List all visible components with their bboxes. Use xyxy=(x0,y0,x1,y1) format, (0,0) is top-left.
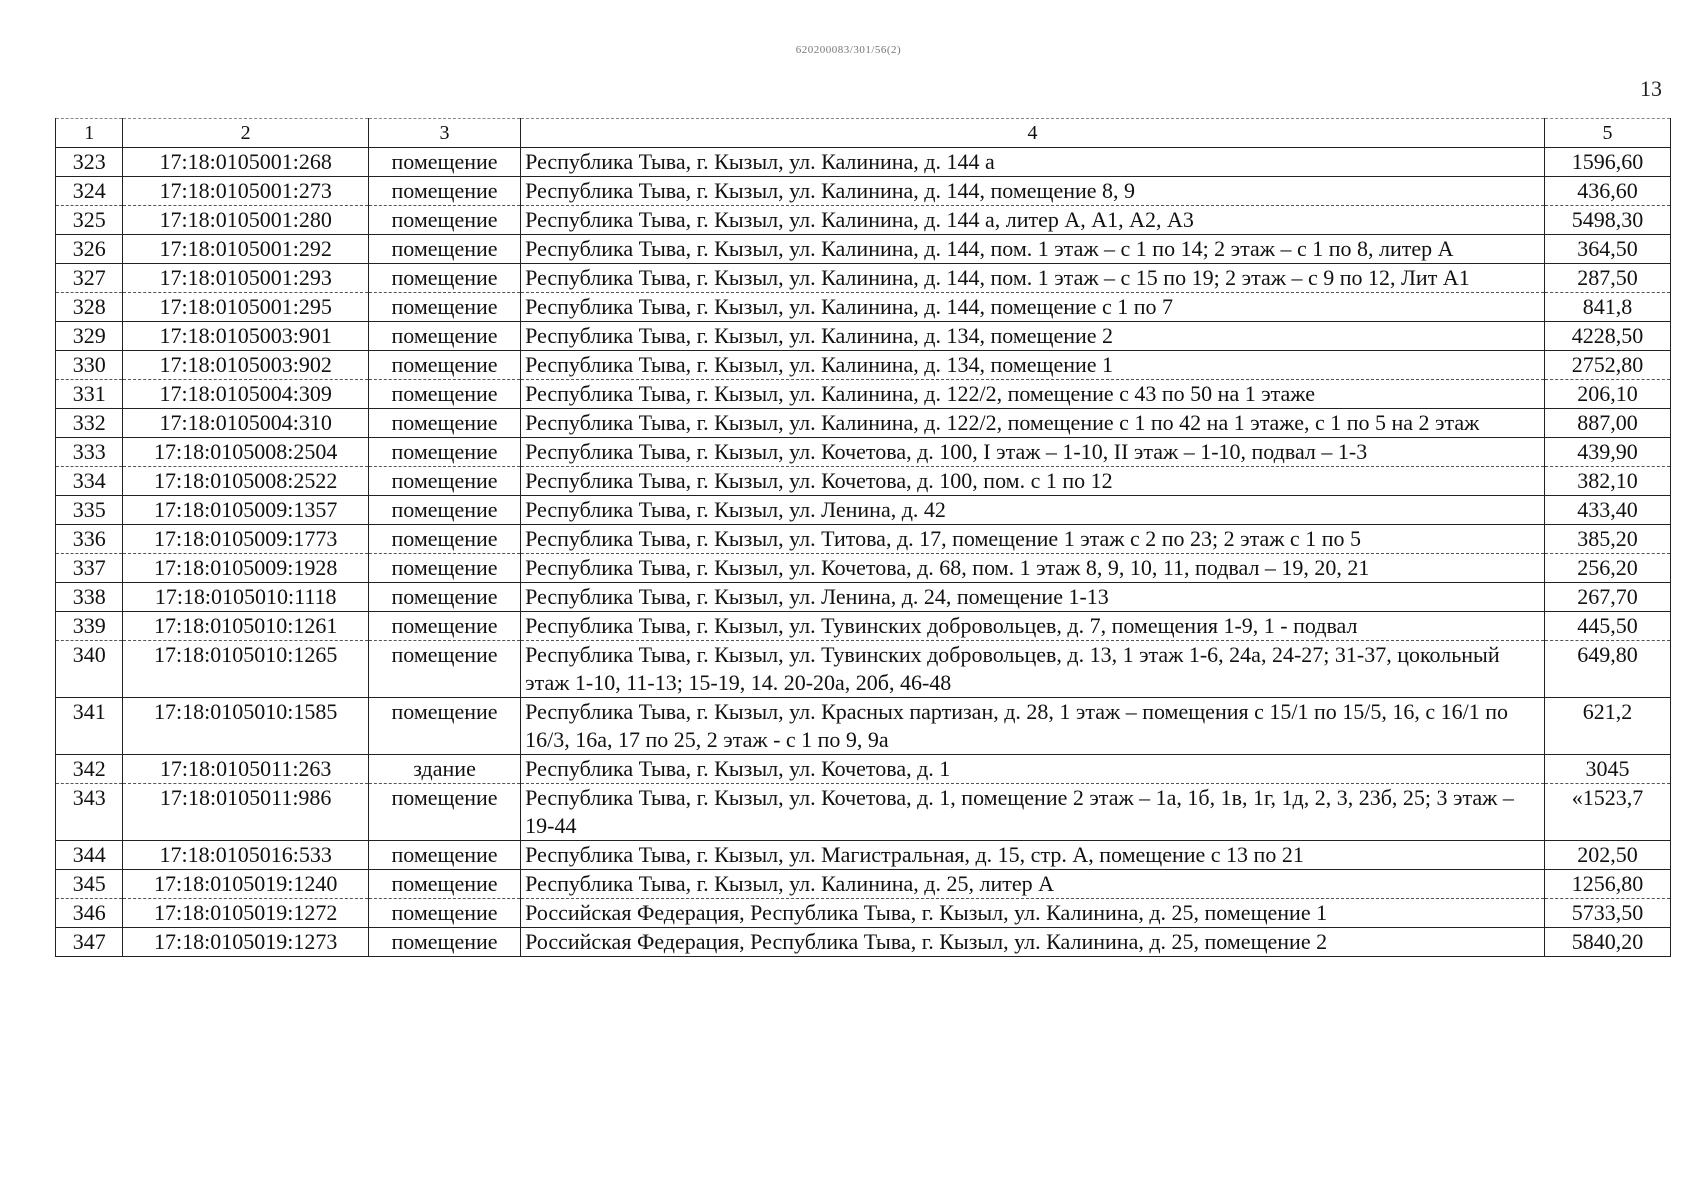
object-type: помещение xyxy=(368,409,520,438)
cadastral-number: 17:18:0105008:2522 xyxy=(123,467,369,496)
cadastral-number: 17:18:0105001:292 xyxy=(123,235,369,264)
object-type: помещение xyxy=(368,698,520,755)
cadastral-number: 17:18:0105004:310 xyxy=(123,409,369,438)
address: Республика Тыва, г. Кызыл, ул. Калинина, д. 144 а xyxy=(521,148,1545,177)
address: Республика Тыва, г. Кызыл, ул. Калинина, д. 144, помещение 8, 9 xyxy=(521,177,1545,206)
cadastral-number: 17:18:0105004:309 xyxy=(123,380,369,409)
row-number: 327 xyxy=(56,264,123,293)
address: Республика Тыва, г. Кызыл, ул. Красных партизан, д. 28, 1 этаж – помещения с 15/1 по 15/5, 16, с 16/1 по 16/3, 16а, 17 по 25, 2 этаж - с 1 по 9, 9а xyxy=(521,698,1545,755)
address: Республика Тыва, г. Кызыл, ул. Кочетова, д. 100, I этаж – 1-10, II этаж – 1-10, подвал – 1-3 xyxy=(521,438,1545,467)
address: Республика Тыва, г. Кызыл, ул. Калинина, д. 144, пом. 1 этаж – с 1 по 14; 2 этаж – с 1 по 8, литер А xyxy=(521,235,1545,264)
table-row xyxy=(56,206,1671,235)
row-number: 338 xyxy=(56,583,123,612)
object-type: здание xyxy=(368,755,520,784)
cadastral-number: 17:18:0105009:1928 xyxy=(123,554,369,583)
row-number: 344 xyxy=(56,841,123,870)
cadastral-number: 17:18:0105008:2504 xyxy=(123,438,369,467)
row-number: 326 xyxy=(56,235,123,264)
object-type: помещение xyxy=(368,206,520,235)
object-type: помещение xyxy=(368,148,520,177)
table-row xyxy=(56,641,1671,698)
object-type: помещение xyxy=(368,928,520,957)
cadastral-number: 17:18:0105019:1272 xyxy=(123,899,369,928)
row-number: 346 xyxy=(56,899,123,928)
address: Республика Тыва, г. Кызыл, ул. Кочетова, д. 1, помещение 2 этаж – 1а, 1б, 1в, 1г, 1д, 2, 3, 23б, 25; 3 этаж – 19-44 xyxy=(521,784,1545,841)
cadastral-number: 17:18:0105016:533 xyxy=(123,841,369,870)
area-value: 1256,80 xyxy=(1544,870,1670,899)
area-value: 364,50 xyxy=(1544,235,1670,264)
row-number: 331 xyxy=(56,380,123,409)
area-value: 621,2 xyxy=(1544,698,1670,755)
object-type: помещение xyxy=(368,380,520,409)
address: Российская Федерация, Республика Тыва, г. Кызыл, ул. Калинина, д. 25, помещение 1 xyxy=(521,899,1545,928)
cadastral-number: 17:18:0105003:902 xyxy=(123,351,369,380)
row-number: 325 xyxy=(56,206,123,235)
area-value: 202,50 xyxy=(1544,841,1670,870)
area-value: 5498,30 xyxy=(1544,206,1670,235)
cadastral-number: 17:18:0105001:280 xyxy=(123,206,369,235)
address: Республика Тыва, г. Кызыл, ул. Калинина, д. 122/2, помещение с 1 по 42 на 1 этаже, с 1 по 5 на 2 этаж xyxy=(521,409,1545,438)
cadastral-number: 17:18:0105003:901 xyxy=(123,322,369,351)
page-number: 13 xyxy=(1640,76,1662,101)
column-header-4: 4 xyxy=(521,119,1545,148)
table-row xyxy=(56,293,1671,322)
table-row xyxy=(56,235,1671,264)
cadastral-number: 17:18:0105011:986 xyxy=(123,784,369,841)
cadastral-number: 17:18:0105001:273 xyxy=(123,177,369,206)
cadastral-number: 17:18:0105010:1265 xyxy=(123,641,369,698)
cadastral-number: 17:18:0105010:1261 xyxy=(123,612,369,641)
area-value: 841,8 xyxy=(1544,293,1670,322)
cadastral-number: 17:18:0105009:1773 xyxy=(123,525,369,554)
row-number: 333 xyxy=(56,438,123,467)
object-type: помещение xyxy=(368,784,520,841)
property-registry-table xyxy=(55,118,1671,957)
table-row xyxy=(56,496,1671,525)
address: Республика Тыва, г. Кызыл, ул. Калинина, д. 144 а, литер А, А1, А2, А3 xyxy=(521,206,1545,235)
table-row xyxy=(56,409,1671,438)
row-number: 343 xyxy=(56,784,123,841)
object-type: помещение xyxy=(368,612,520,641)
address: Республика Тыва, г. Кызыл, ул. Тувинских добровольцев, д. 7, помещения 1-9, 1 - подвал xyxy=(521,612,1545,641)
table-row xyxy=(56,380,1671,409)
row-number: 336 xyxy=(56,525,123,554)
address: Республика Тыва, г. Кызыл, ул. Кочетова, д. 100, пом. с 1 по 12 xyxy=(521,467,1545,496)
address: Республика Тыва, г. Кызыл, ул. Ленина, д. 24, помещение 1-13 xyxy=(521,583,1545,612)
address: Российская Федерация, Республика Тыва, г. Кызыл, ул. Калинина, д. 25, помещение 2 xyxy=(521,928,1545,957)
object-type: помещение xyxy=(368,351,520,380)
address: Республика Тыва, г. Кызыл, ул. Калинина, д. 134, помещение 2 xyxy=(521,322,1545,351)
table-row xyxy=(56,467,1671,496)
area-value: 267,70 xyxy=(1544,583,1670,612)
row-number: 341 xyxy=(56,698,123,755)
address: Республика Тыва, г. Кызыл, ул. Ленина, д. 42 xyxy=(521,496,1545,525)
table-row xyxy=(56,928,1671,957)
table-row xyxy=(56,841,1671,870)
area-value: 5733,50 xyxy=(1544,899,1670,928)
column-number-header xyxy=(56,119,1671,148)
address: Республика Тыва, г. Кызыл, ул. Калинина, д. 122/2, помещение с 43 по 50 на 1 этаже xyxy=(521,380,1545,409)
cadastral-number: 17:18:0105011:263 xyxy=(123,755,369,784)
object-type: помещение xyxy=(368,438,520,467)
object-type: помещение xyxy=(368,899,520,928)
address: Республика Тыва, г. Кызыл, ул. Калинина, д. 144, пом. 1 этаж – с 15 по 19; 2 этаж – с 9 по 12, Лит А1 xyxy=(521,264,1545,293)
area-value: 2752,80 xyxy=(1544,351,1670,380)
cadastral-number: 17:18:0105019:1273 xyxy=(123,928,369,957)
object-type: помещение xyxy=(368,235,520,264)
object-type: помещение xyxy=(368,525,520,554)
area-value: 287,50 xyxy=(1544,264,1670,293)
table-row xyxy=(56,899,1671,928)
address: Республика Тыва, г. Кызыл, ул. Кочетова, д. 68, пом. 1 этаж 8, 9, 10, 11, подвал – 19, 20, 21 xyxy=(521,554,1545,583)
area-value: 3045 xyxy=(1544,755,1670,784)
table-row xyxy=(56,322,1671,351)
area-value: 445,50 xyxy=(1544,612,1670,641)
address: Республика Тыва, г. Кызыл, ул. Калинина, д. 134, помещение 1 xyxy=(521,351,1545,380)
row-number: 335 xyxy=(56,496,123,525)
area-value: 433,40 xyxy=(1544,496,1670,525)
address: Республика Тыва, г. Кызыл, ул. Тувинских добровольцев, д. 13, 1 этаж 1-6, 24а, 24-27; 31-37, цокольный этаж 1-10, 11-13; 15-19, 14. 20-20а, 20б, 46-48 xyxy=(521,641,1545,698)
row-number: 339 xyxy=(56,612,123,641)
area-value: 887,00 xyxy=(1544,409,1670,438)
table-row xyxy=(56,438,1671,467)
column-header-5: 5 xyxy=(1544,119,1670,148)
row-number: 334 xyxy=(56,467,123,496)
object-type: помещение xyxy=(368,641,520,698)
table-row xyxy=(56,698,1671,755)
object-type: помещение xyxy=(368,583,520,612)
document-id: 620200083/301/56(2) xyxy=(795,44,902,56)
row-number: 332 xyxy=(56,409,123,438)
area-value: 382,10 xyxy=(1544,467,1670,496)
address: Республика Тыва, г. Кызыл, ул. Калинина, д. 25, литер А xyxy=(521,870,1545,899)
row-number: 342 xyxy=(56,755,123,784)
area-value: 439,90 xyxy=(1544,438,1670,467)
row-number: 330 xyxy=(56,351,123,380)
object-type: помещение xyxy=(368,467,520,496)
row-number: 337 xyxy=(56,554,123,583)
area-value: 436,60 xyxy=(1544,177,1670,206)
cadastral-number: 17:18:0105001:295 xyxy=(123,293,369,322)
address: Республика Тыва, г. Кызыл, ул. Магистральная, д. 15, стр. А, помещение с 13 по 21 xyxy=(521,841,1545,870)
row-number: 324 xyxy=(56,177,123,206)
object-type: помещение xyxy=(368,496,520,525)
area-value: 4228,50 xyxy=(1544,322,1670,351)
address: Республика Тыва, г. Кызыл, ул. Титова, д. 17, помещение 1 этаж с 2 по 23; 2 этаж с 1 по 5 xyxy=(521,525,1545,554)
row-number: 328 xyxy=(56,293,123,322)
column-header-1: 1 xyxy=(56,119,123,148)
row-number: 345 xyxy=(56,870,123,899)
address: Республика Тыва, г. Кызыл, ул. Калинина, д. 144, помещение с 1 по 7 xyxy=(521,293,1545,322)
cadastral-number: 17:18:0105010:1118 xyxy=(123,583,369,612)
object-type: помещение xyxy=(368,293,520,322)
row-number: 329 xyxy=(56,322,123,351)
cadastral-number: 17:18:0105010:1585 xyxy=(123,698,369,755)
table-row xyxy=(56,264,1671,293)
registry-body xyxy=(56,119,1671,957)
object-type: помещение xyxy=(368,264,520,293)
object-type: помещение xyxy=(368,322,520,351)
table-row xyxy=(56,525,1671,554)
area-value: «1523,7 xyxy=(1544,784,1670,841)
row-number: 323 xyxy=(56,148,123,177)
table-row xyxy=(56,784,1671,841)
table-row xyxy=(56,870,1671,899)
object-type: помещение xyxy=(368,554,520,583)
table-row xyxy=(56,755,1671,784)
table-row xyxy=(56,148,1671,177)
area-value: 256,20 xyxy=(1544,554,1670,583)
cadastral-number: 17:18:0105001:268 xyxy=(123,148,369,177)
table-row xyxy=(56,177,1671,206)
column-header-3: 3 xyxy=(368,119,520,148)
area-value: 206,10 xyxy=(1544,380,1670,409)
cadastral-number: 17:18:0105009:1357 xyxy=(123,496,369,525)
table-row xyxy=(56,554,1671,583)
cadastral-number: 17:18:0105001:293 xyxy=(123,264,369,293)
column-header-2: 2 xyxy=(123,119,369,148)
object-type: помещение xyxy=(368,177,520,206)
cadastral-number: 17:18:0105019:1240 xyxy=(123,870,369,899)
address: Республика Тыва, г. Кызыл, ул. Кочетова, д. 1 xyxy=(521,755,1545,784)
area-value: 385,20 xyxy=(1544,525,1670,554)
object-type: помещение xyxy=(368,870,520,899)
area-value: 5840,20 xyxy=(1544,928,1670,957)
table-row xyxy=(56,351,1671,380)
area-value: 1596,60 xyxy=(1544,148,1670,177)
area-value: 649,80 xyxy=(1544,641,1670,698)
row-number: 347 xyxy=(56,928,123,957)
table-row xyxy=(56,612,1671,641)
table-row xyxy=(56,583,1671,612)
object-type: помещение xyxy=(368,841,520,870)
row-number: 340 xyxy=(56,641,123,698)
